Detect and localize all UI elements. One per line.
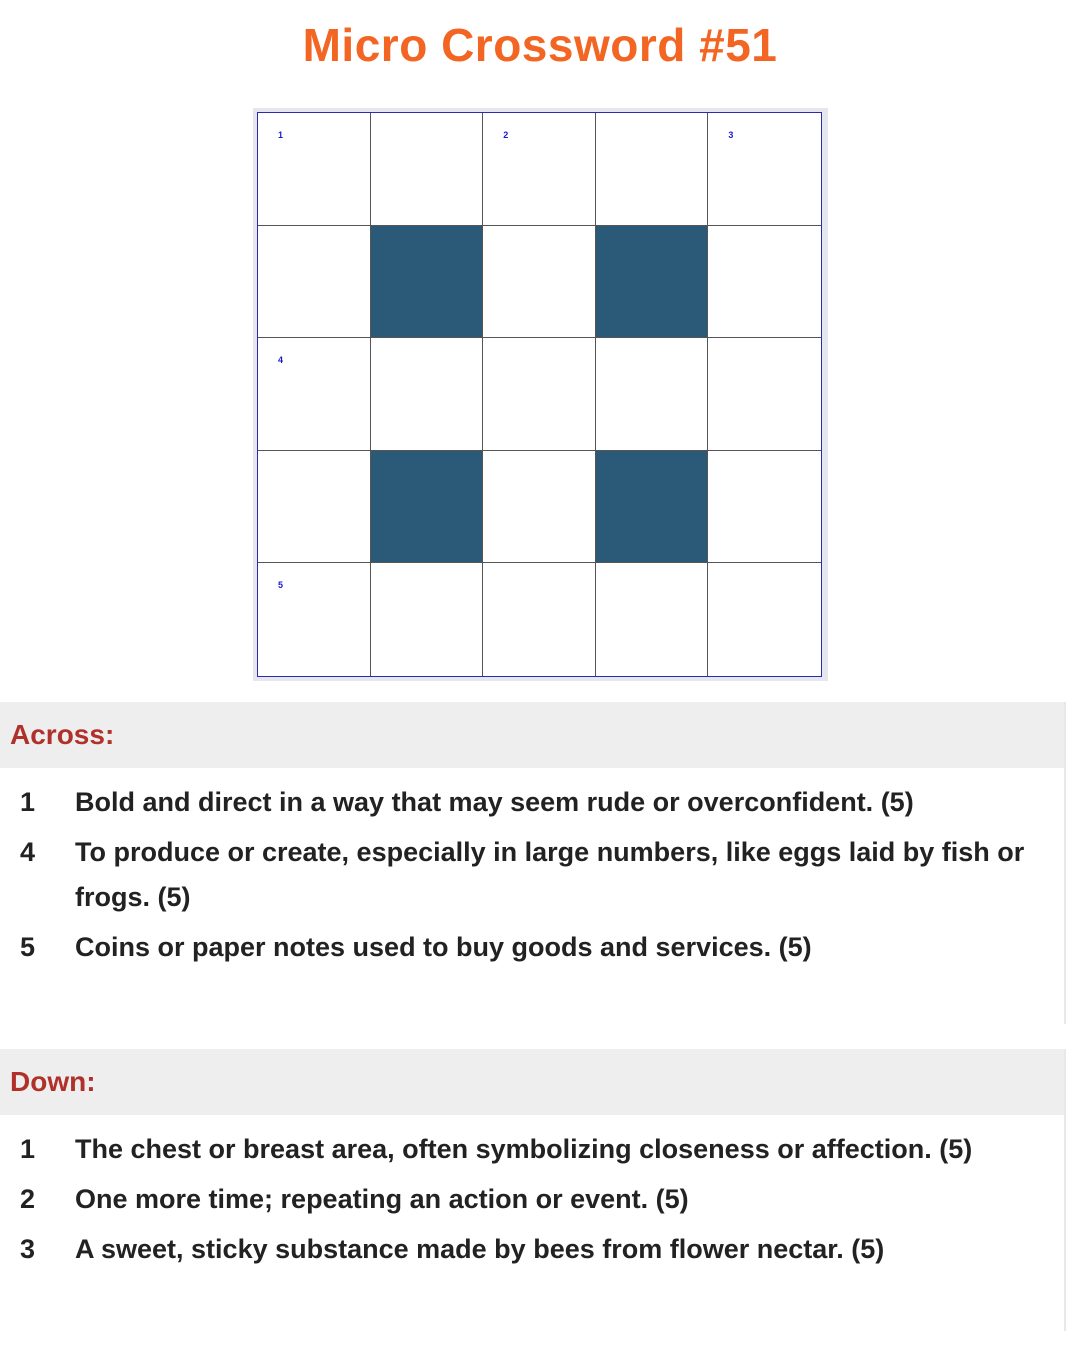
clue-text: One more time; repeating an action or event. (5) <box>75 1184 689 1214</box>
block-cell <box>371 226 484 339</box>
clue-number: 4 <box>20 837 36 867</box>
down-clue-list <box>0 1115 1066 1272</box>
grid-cell[interactable] <box>371 563 484 676</box>
across-clue-5[interactable] <box>0 925 1066 970</box>
clue-number: 3 <box>20 1234 36 1264</box>
block-cell <box>371 451 484 564</box>
clue-text: A sweet, sticky substance made by bees from flower nectar. (5) <box>75 1234 885 1264</box>
clue-text: Coins or paper notes used to buy goods and services. (5) <box>75 932 812 962</box>
grid-cell[interactable] <box>483 113 596 226</box>
clue-text: To produce or create, especially in large numbers, like eggs laid by fish or frogs. (5) <box>75 837 1025 912</box>
clue-number: 1 <box>20 1134 36 1164</box>
down-clue-1[interactable] <box>0 1127 1066 1172</box>
crossword-frame <box>253 108 828 681</box>
grid-cell[interactable] <box>596 338 709 451</box>
grid-cell[interactable] <box>483 563 596 676</box>
grid-cell[interactable] <box>258 451 371 564</box>
across-clue-list <box>0 768 1066 970</box>
cell-number: 3 <box>728 130 734 140</box>
clue-number: 5 <box>20 932 36 962</box>
cell-number: 4 <box>278 355 284 366</box>
grid-cell[interactable] <box>708 113 821 226</box>
divider <box>1064 1049 1066 1331</box>
across-clue-1[interactable] <box>0 780 1066 825</box>
down-section <box>0 1049 1066 1272</box>
grid-cell[interactable] <box>708 563 821 676</box>
clue-number: 1 <box>20 787 36 817</box>
grid-cell[interactable] <box>596 113 709 226</box>
grid-cell[interactable] <box>483 338 596 451</box>
clue-number: 2 <box>20 1184 36 1214</box>
cell-number: 5 <box>278 580 284 591</box>
grid-cell[interactable] <box>483 451 596 564</box>
grid-cell[interactable] <box>371 113 484 226</box>
down-clue-3[interactable] <box>0 1227 1066 1272</box>
block-cell <box>596 226 709 339</box>
grid-cell[interactable] <box>708 338 821 451</box>
cell-number: 1 <box>278 130 284 140</box>
across-section <box>0 702 1066 970</box>
grid-cell[interactable] <box>258 338 371 451</box>
down-clue-2[interactable] <box>0 1177 1066 1222</box>
grid-cell[interactable] <box>258 113 371 226</box>
puzzle-title: Micro Crossword #51 <box>302 19 778 71</box>
cell-number: 2 <box>503 130 509 140</box>
grid-cell[interactable] <box>483 226 596 339</box>
grid-cell[interactable] <box>596 563 709 676</box>
down-heading: Down: <box>0 1049 1066 1115</box>
grid-cell[interactable] <box>258 563 371 676</box>
block-cell <box>596 451 709 564</box>
divider <box>1064 702 1066 1024</box>
grid-cell[interactable] <box>708 451 821 564</box>
clue-text: The chest or breast area, often symbolizing closeness or affection. (5) <box>75 1134 973 1164</box>
clue-text: Bold and direct in a way that may seem rude or overconfident. (5) <box>75 787 914 817</box>
across-heading: Across: <box>0 702 1066 768</box>
across-clue-4[interactable] <box>0 830 1066 920</box>
grid-cell[interactable] <box>258 226 371 339</box>
crossword-grid <box>257 112 822 677</box>
grid-cell[interactable] <box>708 226 821 339</box>
grid-cell[interactable] <box>371 338 484 451</box>
